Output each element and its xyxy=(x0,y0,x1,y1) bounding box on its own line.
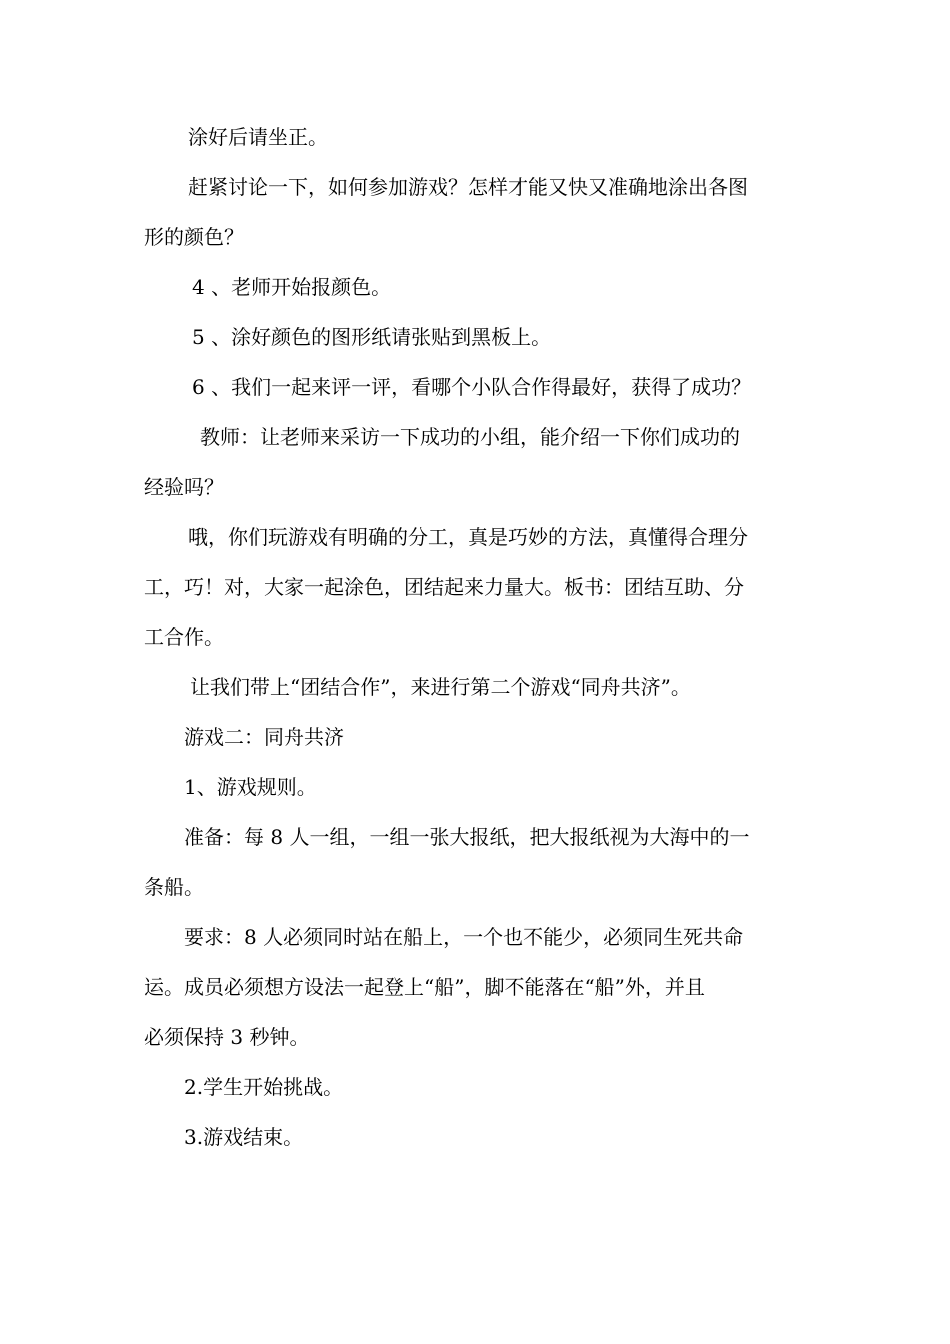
text-line-17: 要求：8 人必须同时站在船上，一个也不能少，必须同生死共命 xyxy=(184,925,744,949)
text-line-12: 让我们带上“团结合作”，来进行第二个游戏“同舟共济”。 xyxy=(190,675,691,699)
text-line-13: 游戏二：同舟共济 xyxy=(184,725,344,749)
text-line-16: 条船。 xyxy=(144,875,204,899)
text-line-21: 3.游戏结束。 xyxy=(184,1125,304,1149)
text-line-2: 赶紧讨论一下，如何参加游戏？怎样才能又快又准确地涂出各图 xyxy=(188,175,748,199)
text-line-3: 形的颜色？ xyxy=(144,225,244,249)
text-line-9: 哦，你们玩游戏有明确的分工，真是巧妙的方法，真懂得合理分 xyxy=(188,525,748,549)
text-line-1: 涂好后请坐正。 xyxy=(188,125,328,149)
text-line-6: 6 、我们一起来评一评，看哪个小队合作得最好，获得了成功？ xyxy=(192,375,752,399)
text-line-11: 工合作。 xyxy=(144,625,224,649)
text-line-5: 5 、涂好颜色的图形纸请张贴到黑板上。 xyxy=(192,325,552,349)
text-line-18: 运。成员必须想方设法一起登上“船”，脚不能落在“船”外，并且 xyxy=(144,975,705,999)
text-line-20: 2.学生开始挑战。 xyxy=(184,1075,344,1099)
text-line-15: 准备：每 8 人一组，一组一张大报纸，把大报纸视为大海中的一 xyxy=(184,825,750,849)
text-line-14: 1、游戏规则。 xyxy=(184,775,317,799)
text-line-4: 4 、老师开始报颜色。 xyxy=(192,275,392,299)
text-line-10: 工，巧！对，大家一起涂色，团结起来力量大。板书：团结互助、分 xyxy=(144,575,744,599)
text-line-19: 必须保持 3 秒钟。 xyxy=(144,1025,310,1049)
text-line-7: 教师：让老师来采访一下成功的小组，能介绍一下你们成功的 xyxy=(200,425,740,449)
text-line-8: 经验吗？ xyxy=(144,475,224,499)
